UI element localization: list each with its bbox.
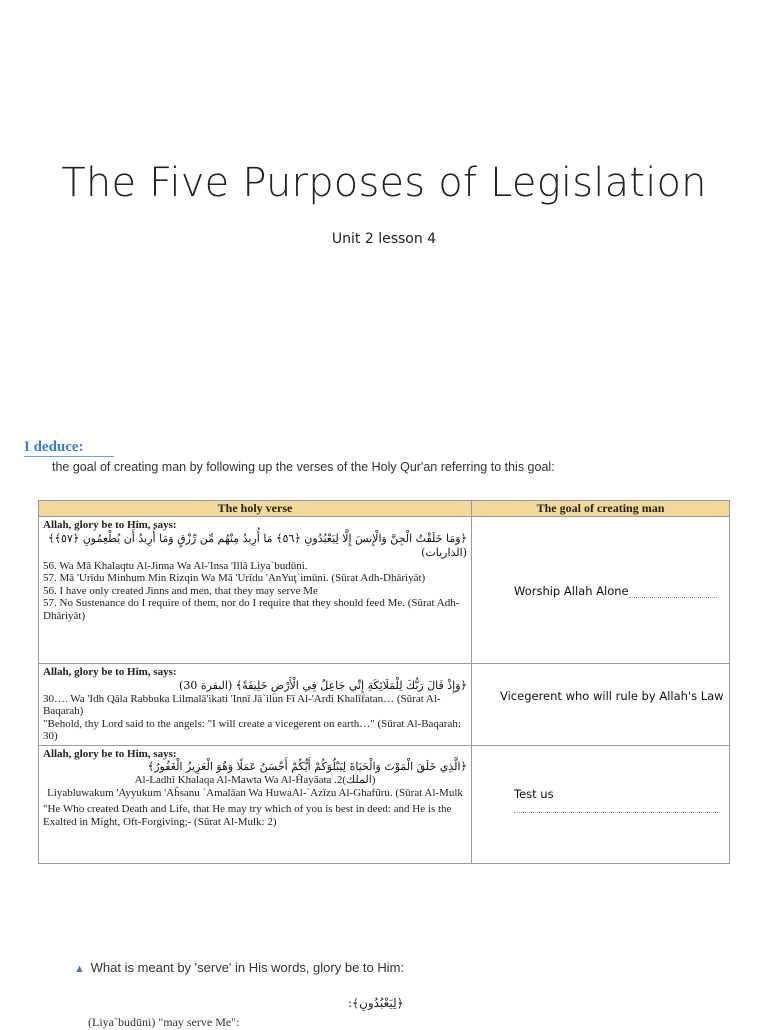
book-icon: ▲ [74,963,85,975]
goal-answer[interactable] [514,585,717,598]
transliteration-line: (Liya`budūni) "may serve Me": [88,1015,240,1029]
deduce-heading: I deduce: [24,439,84,455]
says-label: Allah, glory be to Him, says: [43,519,177,531]
deduce-underline [24,456,114,457]
arabic-verse: ﴿وَمَا خَلَقْتُ الْجِنَّ وَالْإِنسَ إِلَّا لِيَعْبُدُونِ ﴿٥٦﴾ مَا أُرِيدُ مِنْهُم مِّن رِّزْقٍ وَمَا أُرِيدُ أَن يُطْعِمُونِ ﴿٥٧﴾﴾ (الذاريات) [48,531,467,559]
goal-answer[interactable] [500,690,724,703]
goal-cell [472,664,730,746]
verse-cell [39,745,472,863]
table-row [39,745,730,863]
verse-line: Al-Ladhī Khalaqa Al-Mawta Wa Al-Ĥayāata .2(الملك) [134,774,376,786]
verse-line: 56. Wa Mā Khalaqtu Al-Jinna Wa Al-'Insa 'Illā Liya`budūni. [43,559,308,572]
goal-text: Test us [514,786,554,801]
verses-table [38,500,730,864]
verse-cell [39,664,472,746]
table-row [39,517,730,664]
arabic-verse: ﴿وَإِذْ قَالَ رَبُّكَ لِلْمَلَائِكَةِ إِنِّي جَاعِلٌ فِي الْأَرْضِ خَلِيفَةً﴾ (البقرة 30) [179,678,467,692]
table-header-row [39,501,730,517]
table-row [39,664,730,746]
question-text: What is meant by 'serve' in His words, glory be to Him: [90,960,405,975]
arabic-word: ﴿لِيَعْبُدُونِ﴾: [348,996,404,1010]
verse-line: "He Who created Death and Life, that He may try which of you is best in deed: and He is the Exalted in Might, Oft-Forgiving;- (Sūrat Al-Mulk: 2) [43,803,452,828]
verse-line: Liyabluwakum 'Ayyukum 'Aĥsanu `Amalāan Wa HuwaAl-`Azīzu Al-Ghafūru. (Sūrat Al-Mulk [47,786,463,799]
goal-cell [472,517,730,664]
verse-line: 57. Mā 'Urīdu Minhum Min Rizqin Wa Mā 'Urīdu 'AnYuţ`imūni. (Sūrat Adh-Dhāriyāt) [43,572,426,584]
says-label: Allah, glory be to Him, says: [43,666,177,678]
slide-subtitle: Unit 2 lesson 4 [331,231,437,247]
goal-text: Vicegerent who will rule by Allah's Law [500,689,724,703]
arabic-verse: ﴿الَّذِي خَلَقَ الْمَوْتَ وَالْحَيَاةَ لِيَبْلُوَكُمْ أَيُّكُمْ أَحْسَنُ عَمَلًا وَهُوَ الْعَزِيزُ الْغَفُورُ﴾ [147,760,467,773]
slide-title: The Five Purposes of Legislation [61,160,707,206]
dotted-line [629,597,717,598]
verse-line: 56. I have only created Jinns and men, that they may serve Me [43,584,318,597]
verse-cell [39,517,472,664]
goal-text: Worship Allah Alone [514,584,629,598]
verse-line: 30…. Wa 'Idh Qāla Rabbuka Lilmalā'ikati 'Innī Jā`ilun Fī Al-'Arđi Khalīfatan… (Sūrat Al-Baqarah) [43,692,441,717]
dotted-line [514,812,720,813]
header-holy-verse: The holy verse [39,501,472,517]
question-row [74,960,404,975]
says-label: Allah, glory be to Him, says: [43,747,177,760]
verse-line: 57. No Sustenance do I require of them, nor do I require that they should feed Me. (Sūrat Adh-Dhāriyāt) [43,597,460,622]
header-goal: The goal of creating man [472,501,730,517]
goal-answer[interactable] [514,788,720,813]
goal-cell [472,745,730,863]
deduce-instruction: the goal of creating man by following up the verses of the Holy Qur'an referring to this goal: [52,460,555,474]
verse-line: "Behold, thy Lord said to the angels: "I will create a vicegerent on earth…" (Sūrat Al-Baqarah: 30) [43,717,461,742]
